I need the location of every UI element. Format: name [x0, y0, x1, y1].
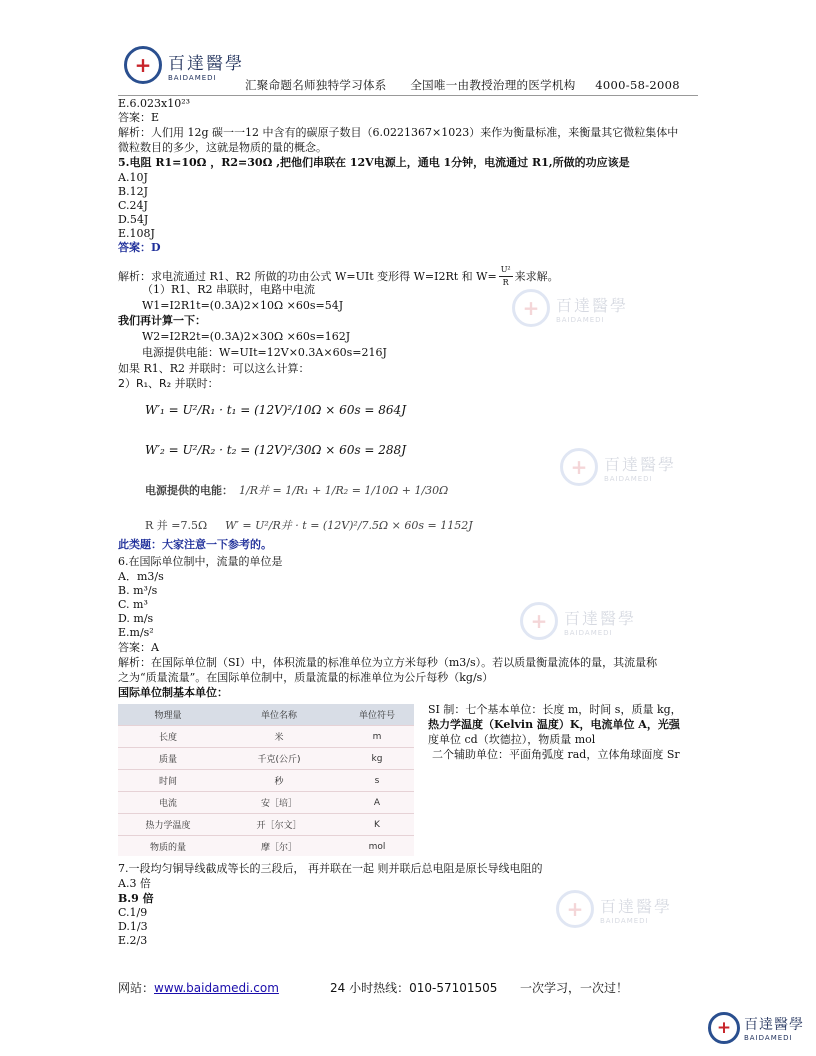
q7-option-c: C.1/9: [118, 906, 148, 919]
table-cell-quantity: 物质的量: [118, 836, 218, 857]
table-row: [118, 792, 414, 814]
q6-option-e: E.m/s²: [118, 626, 154, 639]
q7-option-e: E.2/3: [118, 934, 148, 947]
q5-option-c: C.24J: [118, 199, 148, 212]
question-5: 5.电阻 R1=10Ω ，R2=30Ω ,把他们串联在 12V电源上，通电 1分钟，电流通过 R1,所做的功应该是: [118, 156, 630, 169]
q5-option-d: D.54J: [118, 213, 149, 226]
footer-motto: 一次学习，一次过！: [520, 981, 629, 995]
footer-site: [118, 979, 279, 996]
formula-w-total: W′ = U²/R并 · t = (12V)²/7.5Ω × 60s = 1152J: [225, 519, 473, 532]
table-cell-quantity: 长度: [118, 726, 218, 748]
q6-option-c: C. m³: [118, 598, 148, 611]
q5-explanation-text: 解析：求电流通过 R1、R2 所做的功由公式 W=UIt 变形得 W=I2Rt 和 W=: [118, 269, 497, 283]
table-cell-unit-name: 千克(公斤): [218, 748, 340, 770]
q5-step-4: W2=I2R2t=(0.3A)2×30Ω ×60s=162J: [142, 330, 351, 343]
formula-r-parallel: R 并 =7.5Ω: [145, 519, 208, 532]
logo-cross-icon: +: [124, 46, 162, 84]
table-cell-quantity: 质量: [118, 748, 218, 770]
table-cell-quantity: 热力学温度: [118, 814, 218, 836]
question-6: 6.在国际单位制中，流量的单位是: [118, 555, 283, 568]
table-cell-symbol: s: [340, 770, 414, 792]
si-units-table-wrap: [118, 704, 414, 856]
si-note-1: SI 制：七个基本单位：长度 m，时间 s，质量 kg，: [428, 703, 682, 716]
table-header-row: [118, 704, 414, 726]
q6-answer: 答案：A: [118, 641, 159, 654]
q5-step-6: 如果 R1、R2 并联时：可以这么计算：: [118, 362, 310, 375]
si-note-3: 度单位 cd（坎德拉），物质量 mol: [428, 733, 596, 746]
q6-option-a: A．m3/s: [118, 570, 164, 583]
si-note-2: 热力学温度（Kelvin 温度）K，电流单位 A，光强: [428, 718, 680, 731]
q7-option-b: B.9 倍: [118, 892, 154, 905]
q5-explanation-fraction: $\frac{\text{U²}}{R}$: [500, 265, 511, 287]
q6-explanation-2: 之为“质量流量”。在国际单位制中，质量流量的标准单位为公斤每秒（kg/s）: [118, 671, 494, 684]
table-header-unit-name: 单位名称: [218, 704, 340, 726]
table-cell-quantity: 时间: [118, 770, 218, 792]
table-cell-symbol: m: [340, 726, 414, 748]
table-cell-symbol: mol: [340, 836, 414, 857]
footer-site-label: 网站：: [118, 981, 155, 995]
formula-parallel-eq: 1/R并 = 1/R₁ + 1/R₂ = 1/10Ω + 1/30Ω: [239, 484, 449, 497]
table-header-symbol: 单位符号: [340, 704, 414, 726]
table-cell-unit-name: 摩［尔］: [218, 836, 340, 857]
footer-site-link[interactable]: www.baidamedi.com: [154, 981, 279, 995]
watermark-logo: + 百達醫學 BAIDAMEDI: [512, 289, 628, 327]
table-cell-unit-name: 秒: [218, 770, 340, 792]
table-cell-symbol: K: [340, 814, 414, 836]
table-row: [118, 748, 414, 770]
footer-logo: [708, 1012, 804, 1044]
q7-option-a: A.3 倍: [118, 877, 151, 890]
table-cell-unit-name: 开［尔文］: [218, 814, 340, 836]
option-e-prev: E.6.023x10²³: [118, 97, 191, 110]
watermark-logo: + 百達醫學 BAIDAMEDI: [560, 448, 676, 486]
q7-option-d: D.1/3: [118, 920, 148, 933]
watermark-logo: + 百達醫學 BAIDAMEDI: [556, 890, 672, 928]
q5-step-5: 电源提供电能：W=UIt=12V×0.3A×60s=216J: [142, 346, 387, 359]
explanation-prev-1: 解析：人们用 12g 碳一一12 中含有的碳原子数目（6.0221367×1023）来作为衡量标准，来衡量其它微粒集体中: [118, 126, 679, 139]
answer-prev: 答案：E: [118, 111, 160, 124]
q6-option-b: B. m³/s: [118, 584, 158, 597]
table-cell-quantity: 电流: [118, 792, 218, 814]
q6-option-d: D. m/s: [118, 612, 154, 625]
q5-step-3: 我们再计算一下：: [118, 314, 206, 327]
footer-logo-sub: BAIDAMEDI: [744, 1034, 793, 1042]
formula-w1: W′₁ = U²/R₁ · t₁ = (12V)²/10Ω × 60s = 864J: [145, 403, 407, 417]
table-cell-unit-name: 安［培］: [218, 792, 340, 814]
table-row: [118, 726, 414, 748]
q5-option-b: B.12J: [118, 185, 148, 198]
q5-note: 此类题：大家注意一下参考的。: [118, 538, 272, 551]
q5-step-2: W1=I2R1t=(0.3A)2×10Ω ×60s=54J: [142, 299, 344, 312]
q5-answer: 答案：D: [118, 241, 161, 254]
formula-w2: W′₂ = U²/R₂ · t₂ = (12V)²/30Ω × 60s = 288J: [145, 443, 407, 457]
table-cell-unit-name: 米: [218, 726, 340, 748]
formula-parallel: [145, 485, 448, 497]
q5-step-1: （1）R1、R2 串联时，电路中电流: [142, 283, 316, 296]
formula-parallel-label: 电源提供的电能：: [145, 484, 233, 497]
si-note-4: 二个辅助单位：平面角弧度 rad，立体角球面度 Sr: [432, 748, 680, 761]
si-table-title: 国际单位制基本单位：: [118, 686, 228, 699]
q6-explanation-1: 解析：在国际单位制（SI）中，体积流量的标准单位为立方米每秒（m3/s）。若以质量衡量流体的量，其流量称: [118, 656, 658, 669]
logo-name: 百達醫學: [168, 53, 244, 74]
table-row: [118, 814, 414, 836]
footer-hotline: 24 小时热线：010-57101505: [330, 981, 498, 995]
logo-cross-icon: +: [708, 1012, 740, 1044]
q5-option-a: A.10J: [118, 171, 148, 184]
q5-explanation-tail: 来求解。: [514, 269, 559, 283]
q5-option-e: E.108J: [118, 227, 155, 240]
watermark-logo: + 百達醫學 BAIDAMEDI: [520, 602, 636, 640]
q5-step-7: 2）R₁、R₂ 并联时：: [118, 377, 219, 390]
explanation-prev-2: 微粒数目的多少，这就是物质的量的概念。: [118, 141, 327, 154]
header-slogan: 汇聚命题名师独特学习体系 全国唯一由教授治理的医学机构 4000-58-2008: [245, 78, 680, 92]
logo-sub: BAIDAMEDI: [168, 73, 217, 82]
header-divider: [118, 95, 698, 96]
table-row: [118, 836, 414, 857]
table-cell-symbol: kg: [340, 748, 414, 770]
question-7: 7.一段均匀铜导线截成等长的三段后， 再并联在一起 则并联后总电阻是原长导线电阻的: [118, 862, 543, 875]
footer-logo-name: 百達醫學: [744, 1017, 804, 1033]
table-row: [118, 770, 414, 792]
formula-total: [145, 520, 473, 532]
header-logo: [124, 46, 244, 84]
table-cell-symbol: A: [340, 792, 414, 814]
table-header-quantity: 物理量: [118, 704, 218, 726]
si-units-table: [118, 704, 414, 856]
